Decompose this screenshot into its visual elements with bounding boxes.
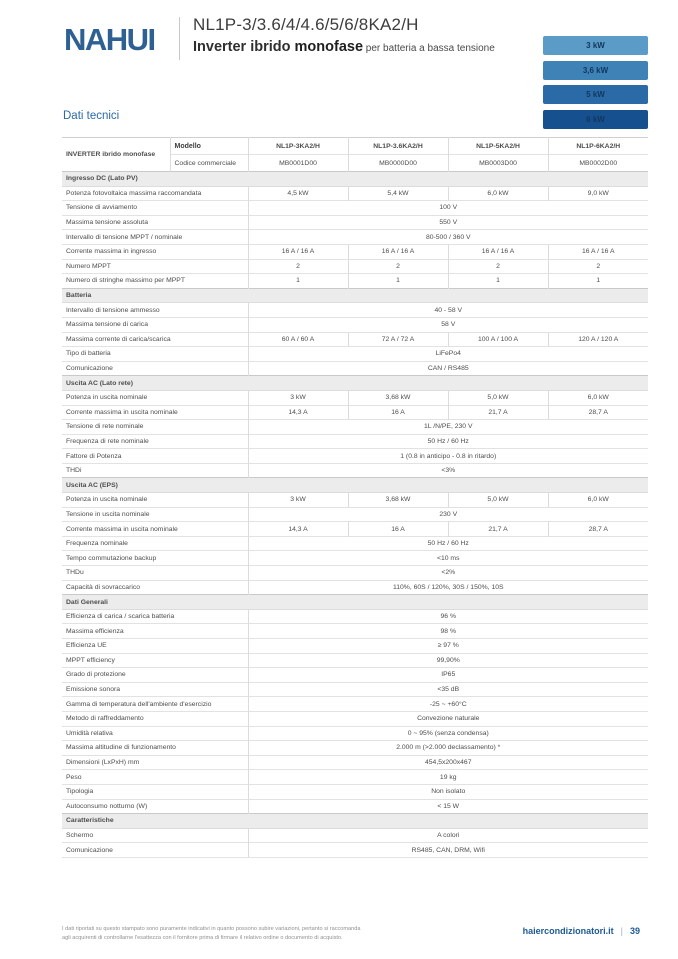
spec-value: 1 — [548, 274, 648, 289]
power-badge: 6 kW — [543, 110, 648, 129]
spec-value: 50 Hz / 60 Hz — [248, 434, 648, 449]
spec-label: Tipo di batteria — [62, 347, 248, 362]
spec-row — [62, 405, 648, 420]
nahui-logo: NAHUI — [64, 22, 155, 57]
commercial-code: MB0000D00 — [348, 155, 448, 172]
spec-row — [62, 741, 648, 756]
product-subtitle — [193, 38, 495, 56]
spec-label: Comunicazione — [62, 843, 248, 858]
spec-label: Peso — [62, 770, 248, 785]
spec-value: 2 — [248, 259, 348, 274]
spec-label: Autoconsumo notturno (W) — [62, 799, 248, 814]
commercial-code: MB0002D00 — [548, 155, 648, 172]
spec-label: Massima tensione assoluta — [62, 215, 248, 230]
model-row-label: Modello — [170, 138, 248, 155]
spec-label: Fattore di Potenza — [62, 449, 248, 464]
spec-value: 2 — [448, 259, 548, 274]
spec-value: 5,0 kW — [448, 390, 548, 405]
power-badge: 3,6 kW — [543, 61, 648, 80]
footer-disclaimer — [62, 925, 422, 942]
spec-row — [62, 668, 648, 683]
section-title: Ingresso DC (Lato PV) — [62, 172, 648, 187]
table-corner-label: INVERTER ibrido monofase — [62, 138, 170, 172]
disclaimer-line: agli acquirenti di controllarne l'esattezza con il fornitore prima di firmare il relativo ordine o documento di acquisto. — [62, 934, 343, 941]
commercial-code: MB0003D00 — [448, 155, 548, 172]
spec-value: 16 A / 16 A — [348, 244, 448, 259]
spec-label: Potenza fotovoltaica massima raccomandata — [62, 186, 248, 201]
spec-value: 21,7 A — [448, 522, 548, 537]
spec-value: 550 V — [248, 215, 648, 230]
spec-value: ≥ 97 % — [248, 639, 648, 654]
spec-row — [62, 434, 648, 449]
section-title: Uscita AC (Lato rete) — [62, 376, 648, 391]
spec-label: Intervallo di tensione ammesso — [62, 303, 248, 318]
spec-label: Massima altitudine di funzionamento — [62, 741, 248, 756]
spec-label: Corrente massima in ingresso — [62, 244, 248, 259]
spec-value: 16 A / 16 A — [548, 244, 648, 259]
spec-value: 5,4 kW — [348, 186, 448, 201]
spec-value: 230 V — [248, 507, 648, 522]
spec-value: 1 — [348, 274, 448, 289]
spec-row — [62, 536, 648, 551]
footer-right — [523, 926, 640, 936]
spec-table — [62, 137, 648, 858]
spec-row — [62, 215, 648, 230]
spec-value: 72 A / 72 A — [348, 332, 448, 347]
spec-value: 1L /N/PE, 230 V — [248, 420, 648, 435]
spec-value: <35 dB — [248, 682, 648, 697]
section-title: Caratteristiche — [62, 814, 648, 829]
spec-row — [62, 653, 648, 668]
spec-row — [62, 317, 648, 332]
spec-row — [62, 186, 648, 201]
spec-value: 4,5 kW — [248, 186, 348, 201]
model-header-row — [62, 138, 648, 155]
spec-value: 120 A / 120 A — [548, 332, 648, 347]
spec-value: 21,7 A — [448, 405, 548, 420]
spec-row — [62, 201, 648, 216]
spec-row — [62, 566, 648, 581]
spec-value: 2.000 m (>2.000 declassamento) * — [248, 741, 648, 756]
spec-row — [62, 420, 648, 435]
spec-value: 0 ~ 95% (senza condensa) — [248, 726, 648, 741]
spec-row — [62, 259, 648, 274]
spec-value: 16 A / 16 A — [448, 244, 548, 259]
spec-label: Tensione in uscita nominale — [62, 507, 248, 522]
spec-value: LiFePo4 — [248, 347, 648, 362]
title-block — [193, 15, 495, 56]
spec-value: 6,0 kW — [548, 493, 648, 508]
spec-value: 100 A / 100 A — [448, 332, 548, 347]
page-number: 39 — [629, 926, 640, 936]
spec-row — [62, 624, 648, 639]
spec-row — [62, 639, 648, 654]
spec-label: THDi — [62, 463, 248, 478]
spec-row — [62, 828, 648, 843]
spec-label: Potenza in uscita nominale — [62, 493, 248, 508]
spec-value: Non isolato — [248, 784, 648, 799]
spec-label: Metodo di raffreddamento — [62, 711, 248, 726]
spec-table-body — [62, 138, 648, 858]
section-row — [62, 288, 648, 303]
spec-value: 3,68 kW — [348, 493, 448, 508]
section-row — [62, 376, 648, 391]
spec-row — [62, 609, 648, 624]
product-model-title: NL1P-3/3.6/4/4.6/5/6/8KA2/H — [193, 15, 419, 34]
section-row — [62, 478, 648, 493]
spec-value: IP65 — [248, 668, 648, 683]
spec-label: Massima tensione di carica — [62, 317, 248, 332]
spec-label: Capacità di sovraccarico — [62, 580, 248, 595]
spec-label: Schermo — [62, 828, 248, 843]
header-divider — [179, 17, 180, 60]
spec-row — [62, 361, 648, 376]
spec-label: Massima efficienza — [62, 624, 248, 639]
spec-row — [62, 274, 648, 289]
spec-value: 5,0 kW — [448, 493, 548, 508]
spec-value: 16 A — [348, 405, 448, 420]
spec-label: Numero di stringhe massimo per MPPT — [62, 274, 248, 289]
spec-value: 3 kW — [248, 390, 348, 405]
spec-value: 3,68 kW — [348, 390, 448, 405]
spec-row — [62, 449, 648, 464]
spec-value: 40 - 58 V — [248, 303, 648, 318]
spec-row — [62, 580, 648, 595]
spec-value: < 15 W — [248, 799, 648, 814]
spec-label: Potenza in uscita nominale — [62, 390, 248, 405]
power-badge: 5 kW — [543, 85, 648, 104]
model-name: NL1P-3KA2/H — [248, 138, 348, 155]
spec-value: 96 % — [248, 609, 648, 624]
spec-label: Frequenza nominale — [62, 536, 248, 551]
spec-value: RS485, CAN, DRM, Wifi — [248, 843, 648, 858]
spec-label: Frequenza di rete nominale — [62, 434, 248, 449]
spec-row — [62, 522, 648, 537]
spec-label: Gamma di temperatura dell'ambiente d'esercizio — [62, 697, 248, 712]
spec-value: 9,0 kW — [548, 186, 648, 201]
spec-row — [62, 711, 648, 726]
spec-value: 100 V — [248, 201, 648, 216]
subtitle-monofase: monofase — [294, 39, 364, 55]
spec-value: 28,7 A — [548, 405, 648, 420]
spec-value: 1 — [448, 274, 548, 289]
spec-row — [62, 682, 648, 697]
spec-value: 28,7 A — [548, 522, 648, 537]
spec-value: 1 — [248, 274, 348, 289]
spec-label: Intervallo di tensione MPPT / nominale — [62, 230, 248, 245]
spec-row — [62, 493, 648, 508]
power-badges — [543, 36, 648, 134]
spec-value: <2% — [248, 566, 648, 581]
spec-row — [62, 463, 648, 478]
spec-value: Convezione naturale — [248, 711, 648, 726]
spec-row — [62, 390, 648, 405]
spec-value: 16 A / 16 A — [248, 244, 348, 259]
spec-row — [62, 755, 648, 770]
spec-row — [62, 843, 648, 858]
spec-row — [62, 244, 648, 259]
spec-label: Tensione di avviamento — [62, 201, 248, 216]
spec-value: -25 ~ +60°C — [248, 697, 648, 712]
spec-row — [62, 770, 648, 785]
section-row — [62, 172, 648, 187]
spec-label: Massima corrente di carica/scarica — [62, 332, 248, 347]
spec-row — [62, 230, 648, 245]
spec-label: Tensione di rete nominale — [62, 420, 248, 435]
section-row — [62, 814, 648, 829]
spec-value: 3 kW — [248, 493, 348, 508]
spec-row — [62, 697, 648, 712]
spec-value: 454,5x200x467 — [248, 755, 648, 770]
spec-value: 6,0 kW — [448, 186, 548, 201]
spec-value: 14,3 A — [248, 522, 348, 537]
spec-label: Efficienza UE — [62, 639, 248, 654]
model-name: NL1P-3.6KA2/H — [348, 138, 448, 155]
website-link[interactable]: haiercondizionatori.it — [522, 926, 614, 936]
spec-value: 50 Hz / 60 Hz — [248, 536, 648, 551]
spec-label: Grado di protezione — [62, 668, 248, 683]
spec-label: Corrente massima in uscita nominale — [62, 522, 248, 537]
spec-label: Umidità relativa — [62, 726, 248, 741]
section-title: Batteria — [62, 288, 648, 303]
disclaimer-line: I dati riportati su questo stampato sono puramente indicativi in quanto possono subire variazioni, pertanto si raccomanda — [62, 926, 361, 932]
spec-row — [62, 507, 648, 522]
section-row — [62, 595, 648, 610]
spec-value: 14,3 A — [248, 405, 348, 420]
spec-value: <3% — [248, 463, 648, 478]
spec-value: 80-500 / 360 V — [248, 230, 648, 245]
spec-value: <10 ms — [248, 551, 648, 566]
power-badge: 3 kW — [543, 36, 648, 55]
spec-label: Tipologia — [62, 784, 248, 799]
spec-label: Numero MPPT — [62, 259, 248, 274]
spec-value: 58 V — [248, 317, 648, 332]
spec-value: 60 A / 60 A — [248, 332, 348, 347]
spec-label: Tempo commutazione backup — [62, 551, 248, 566]
spec-value: 2 — [548, 259, 648, 274]
model-name: NL1P-5KA2/H — [448, 138, 548, 155]
spec-row — [62, 551, 648, 566]
spec-row — [62, 303, 648, 318]
section-title: Dati Generali — [62, 595, 648, 610]
spec-row — [62, 726, 648, 741]
code-row-label: Codice commerciale — [170, 155, 248, 172]
spec-value: 1 (0.8 in anticipo - 0.8 in ritardo) — [248, 449, 648, 464]
spec-value: 2 — [348, 259, 448, 274]
spec-value: 99,90% — [248, 653, 648, 668]
spec-row — [62, 332, 648, 347]
footer-separator: | — [620, 926, 623, 936]
spec-label: Emissione sonora — [62, 682, 248, 697]
commercial-code: MB0001D00 — [248, 155, 348, 172]
spec-label: Efficienza di carica / scarica batteria — [62, 609, 248, 624]
spec-label: Corrente massima in uscita nominale — [62, 405, 248, 420]
spec-row — [62, 347, 648, 362]
subtitle-tail: per batteria a bassa tensione — [363, 43, 495, 54]
spec-label: Dimensioni (LxPxH) mm — [62, 755, 248, 770]
spec-row — [62, 784, 648, 799]
spec-value: 19 kg — [248, 770, 648, 785]
spec-row — [62, 799, 648, 814]
spec-value: 6,0 kW — [548, 390, 648, 405]
section-title: Uscita AC (EPS) — [62, 478, 648, 493]
spec-value: 16 A — [348, 522, 448, 537]
spec-value: A colori — [248, 828, 648, 843]
subtitle-lead: Inverter ibrido — [193, 39, 295, 55]
spec-label: THDu — [62, 566, 248, 581]
spec-label: Comunicazione — [62, 361, 248, 376]
spec-value: 98 % — [248, 624, 648, 639]
spec-value: 110%, 60S / 120%, 30S / 150%, 10S — [248, 580, 648, 595]
page-title: Dati tecnici — [63, 110, 120, 122]
spec-value: CAN / RS485 — [248, 361, 648, 376]
spec-label: MPPT efficiency — [62, 653, 248, 668]
model-name: NL1P-6KA2/H — [548, 138, 648, 155]
